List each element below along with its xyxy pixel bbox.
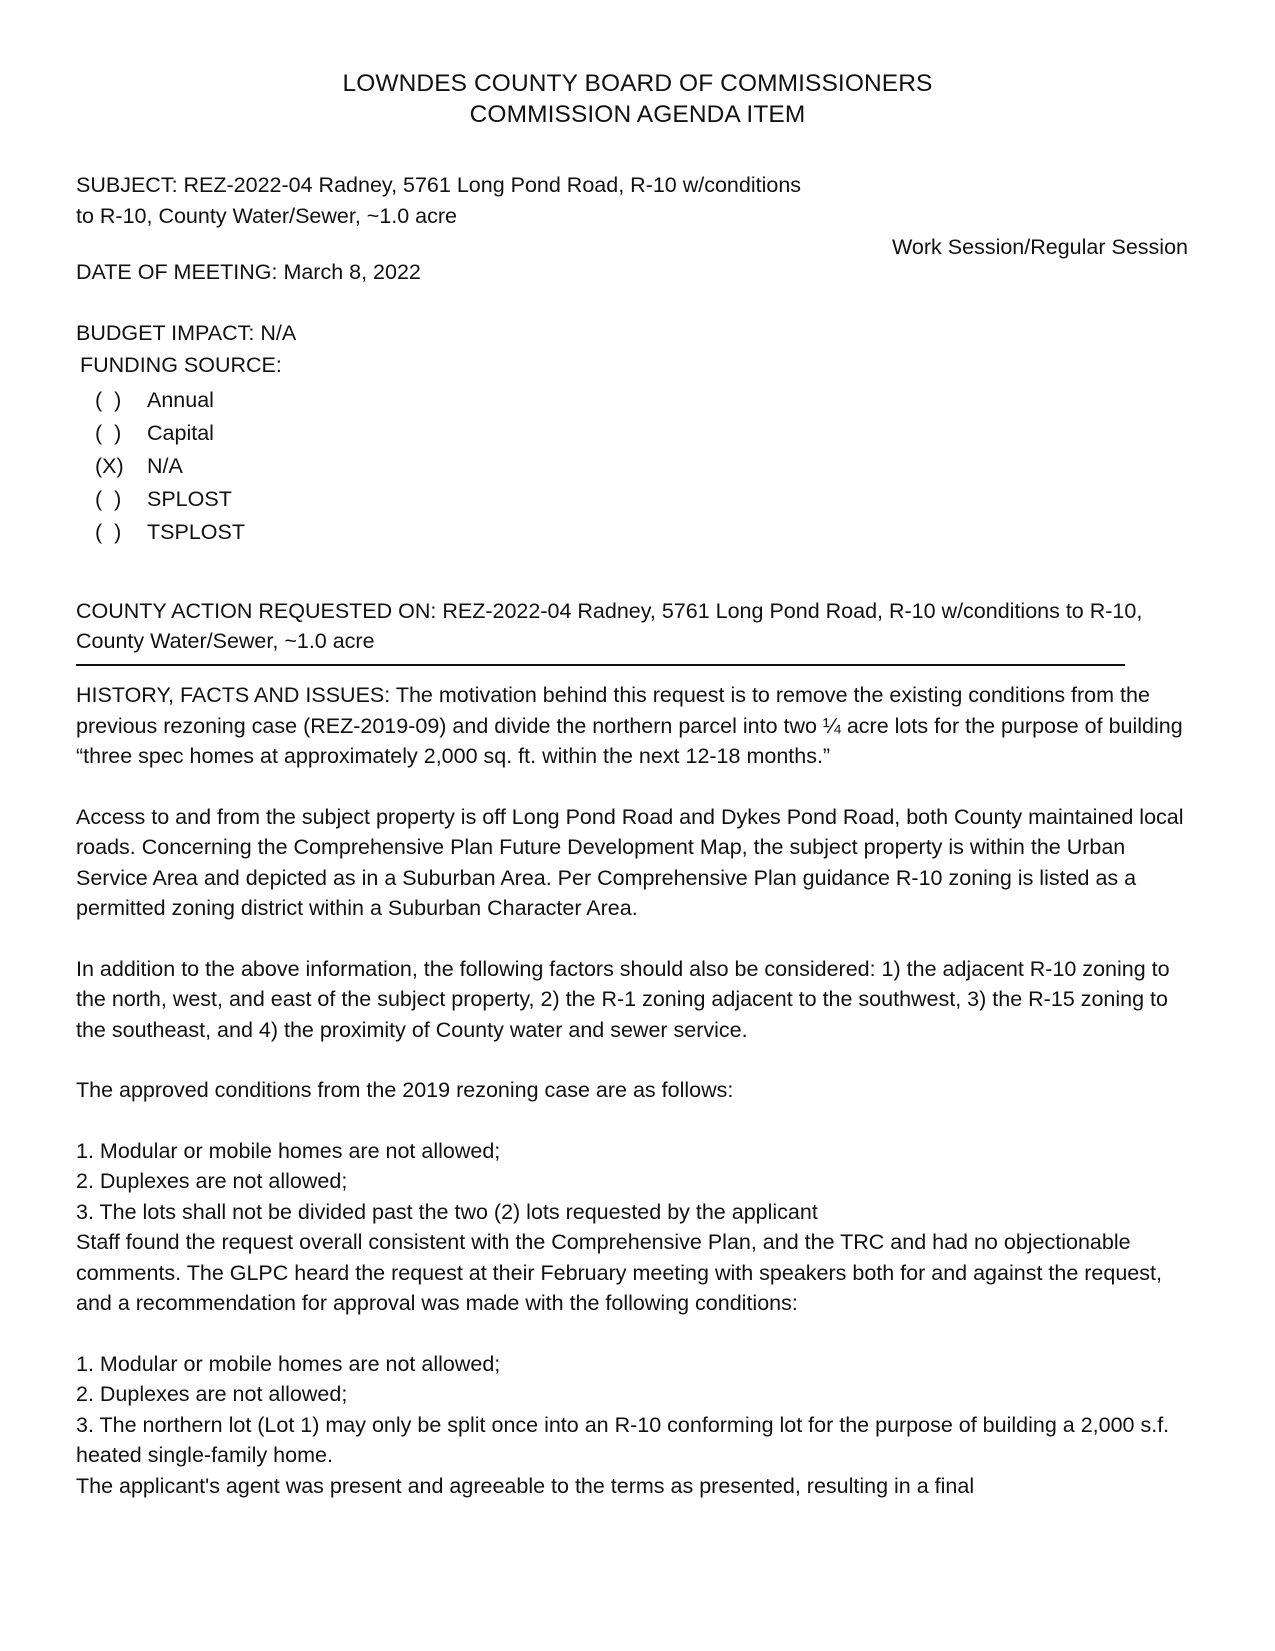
county-action-block bbox=[76, 596, 1200, 666]
funding-option-label: Capital bbox=[147, 421, 214, 445]
funding-option-label: TSPLOST bbox=[147, 520, 245, 544]
history-paragraph-5: The applicant's agent was present and agreeable to the terms as presented, resulting in a final bbox=[76, 1473, 975, 1498]
checkbox-capital[interactable]: ( ) bbox=[95, 421, 122, 445]
list-item: 1. Modular or mobile homes are not allowed; bbox=[76, 1138, 501, 1163]
budget-block bbox=[76, 317, 1200, 549]
checkbox-splost[interactable]: ( ) bbox=[95, 487, 122, 511]
glpc-conditions-list bbox=[76, 1349, 1200, 1471]
section-divider bbox=[76, 664, 1125, 666]
session-note: Work Session/Regular Session bbox=[892, 235, 1188, 259]
funding-option-label: SPLOST bbox=[147, 487, 232, 511]
document-header bbox=[0, 0, 1275, 130]
history-paragraph-4: Staff found the request overall consistent with the Comprehensive Plan, and the TRC and had no objectionable comments. The GLPC heard the request at their February meeting with speakers both for and against the request, and a recommendation for approval was made with the following conditions: bbox=[76, 1230, 1162, 1315]
funding-source-label: FUNDING SOURCE: bbox=[80, 353, 282, 377]
organization-title: LOWNDES COUNTY BOARD OF COMMISSIONERS bbox=[342, 70, 933, 97]
funding-option-label: N/A bbox=[147, 454, 183, 478]
funding-option-label: Annual bbox=[147, 388, 214, 412]
funding-option-tsplost[interactable] bbox=[76, 516, 1200, 549]
history-facts-issues-block bbox=[76, 680, 1200, 1501]
checkbox-na-checked[interactable]: (X) bbox=[95, 454, 124, 478]
history-paragraph-3: In addition to the above information, the following factors should also be considered: 1) the adjacent R-10 zoning to the north, west, and east of the subject property, 2) the R-1 zoning adjacent to the southwest, 3) the R-15 zoning to the southeast, and 4) the proximity of County water and sewer service. bbox=[76, 956, 1170, 1042]
funding-option-na[interactable] bbox=[76, 450, 1200, 483]
document-body bbox=[0, 170, 1275, 1501]
funding-option-capital[interactable] bbox=[76, 417, 1200, 450]
meeting-date: DATE OF MEETING: March 8, 2022 bbox=[76, 260, 421, 284]
subject-block bbox=[76, 170, 1200, 288]
page-title: COMMISSION AGENDA ITEM bbox=[469, 101, 806, 128]
history-paragraph-1: HISTORY, FACTS AND ISSUES: The motivation behind this request is to remove the existing conditions from the previous rezoning case (REZ-2019-09) and divide the northern parcel into two ¼ acre lots for the purpose of building “three spec homes at approximately 2,000 sq. ft. within the next 12-18 months.” bbox=[76, 683, 1183, 768]
subject-line-1: SUBJECT: REZ-2022-04 Radney, 5761 Long Pond Road, R-10 w/conditions bbox=[76, 173, 802, 197]
approved-conditions-list bbox=[76, 1136, 1200, 1228]
checkbox-tsplost[interactable]: ( ) bbox=[95, 520, 122, 544]
funding-source-options bbox=[76, 384, 1200, 549]
county-action-line-2: County Water/Sewer, ~1.0 acre bbox=[76, 629, 375, 653]
list-item: 3. The northern lot (Lot 1) may only be split once into an R-10 conforming lot for the purpose of building a 2,000 s.f. heated single-family home. bbox=[76, 1412, 1170, 1467]
checkbox-annual[interactable]: ( ) bbox=[95, 388, 122, 412]
subject-line-2: to R-10, County Water/Sewer, ~1.0 acre bbox=[76, 204, 458, 228]
list-item: 1. Modular or mobile homes are not allowed; bbox=[76, 1351, 501, 1376]
budget-impact: BUDGET IMPACT: N/A bbox=[76, 321, 297, 345]
funding-option-annual[interactable] bbox=[76, 384, 1200, 417]
approved-conditions-intro: The approved conditions from the 2019 rezoning case are as follows: bbox=[76, 1078, 734, 1102]
list-item: 2. Duplexes are not allowed; bbox=[76, 1382, 348, 1406]
list-item: 2. Duplexes are not allowed; bbox=[76, 1169, 348, 1193]
list-item: 3. The lots shall not be divided past the two (2) lots requested by the applicant bbox=[76, 1199, 818, 1224]
funding-option-splost[interactable] bbox=[76, 483, 1200, 516]
county-action-line-1: COUNTY ACTION REQUESTED ON: REZ-2022-04 Radney, 5761 Long Pond Road, R-10 w/conditions to R-10, bbox=[76, 599, 1143, 623]
history-paragraph-2: Access to and from the subject property is off Long Pond Road and Dykes Pond Road, both County maintained local roads. Concerning the Comprehensive Plan Future Development Map, the subject property is within the Urban Service Area and depicted as in a Suburban Area. Per Comprehensive Plan guidance R-10 zoning is listed as a permitted zoning district within a Suburban Character Area. bbox=[76, 804, 1184, 920]
